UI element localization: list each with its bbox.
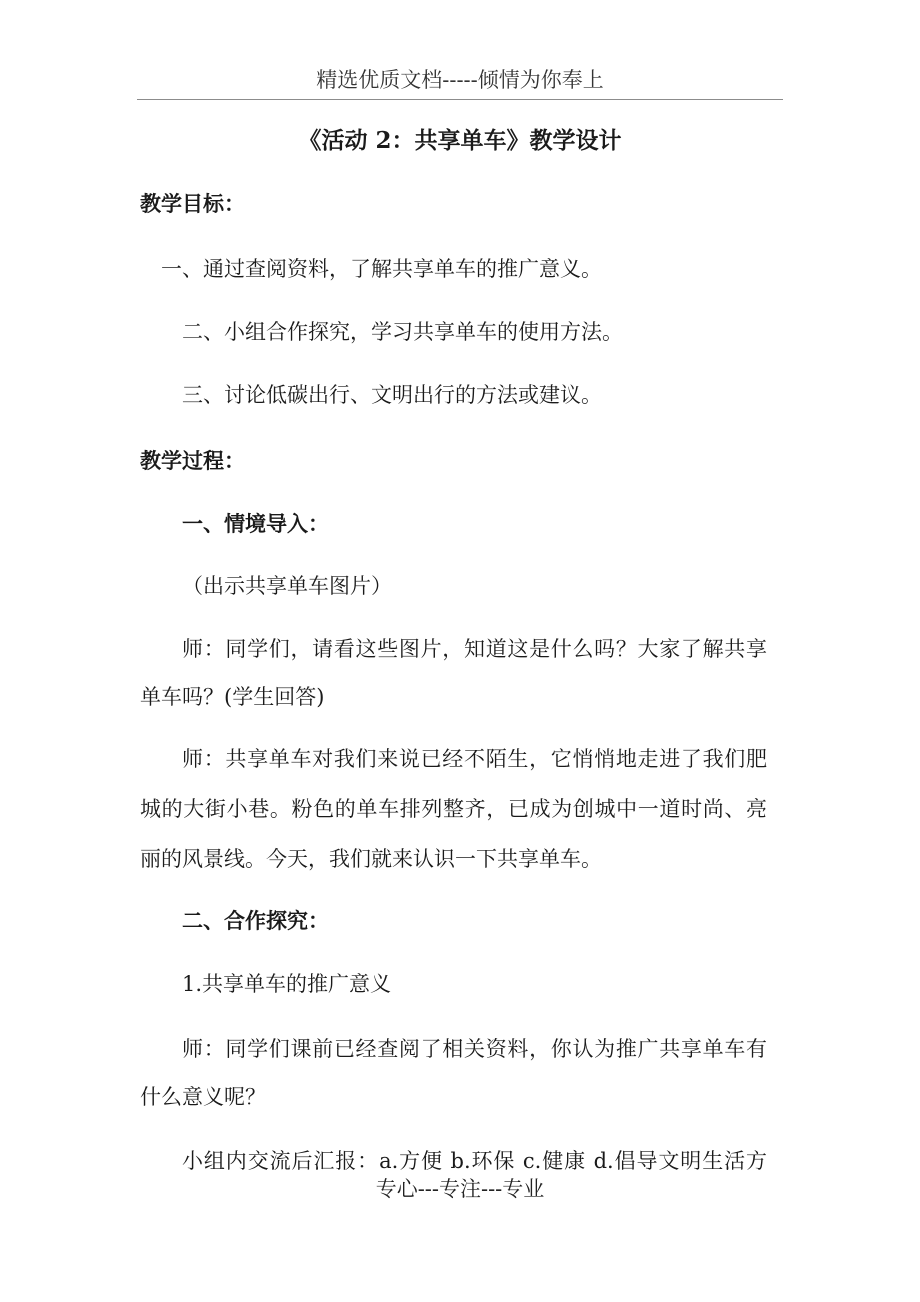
header-divider [137, 99, 783, 100]
part1-para1-line1: 师：同学们，请看这些图片，知道这是什么吗？大家了解共享 [182, 637, 767, 661]
page-header: 精选优质文档-----倾情为你奉上 [316, 68, 604, 92]
part1-para1-line2: 单车吗？(学生回答) [140, 685, 325, 709]
page-footer: 专心---专注---专业 [375, 1177, 545, 1201]
part2-para1-line2: 什么意义呢？ [140, 1085, 266, 1109]
document-title: 《活动 2：共享单车》教学设计 [298, 127, 622, 154]
objective-item-3: 三、讨论低碳出行、文明出行的方法或建议。 [182, 383, 602, 407]
objectives-heading: 教学目标： [140, 191, 245, 216]
process-heading: 教学过程： [140, 448, 245, 473]
objective-item-1: 一、通过查阅资料，了解共享单车的推广意义。 [161, 257, 602, 281]
part2-subheading-1: 1.共享单车的推广意义 [182, 972, 392, 996]
part1-heading: 一、情境导入： [182, 511, 329, 536]
part2-heading: 二、合作探究： [182, 908, 329, 933]
part1-para2-line2: 城的大街小巷。粉色的单车排列整齐，已成为创城中一道时尚、亮 [140, 797, 767, 821]
part1-para2-line3: 丽的风景线。今天，我们就来认识一下共享单车。 [140, 847, 602, 871]
objective-item-2: 二、小组合作探究，学习共享单车的使用方法。 [182, 320, 623, 344]
part1-note: （出示共享单车图片） [182, 574, 392, 598]
part2-report-line: 小组内交流后汇报：a.方便 b.环保 c.健康 d.倡导文明生活方 [182, 1149, 767, 1173]
part2-para1-line1: 师：同学们课前已经查阅了相关资料，你认为推广共享单车有 [182, 1037, 767, 1061]
part1-para2-line1: 师：共享单车对我们来说已经不陌生，它悄悄地走进了我们肥 [182, 747, 767, 771]
